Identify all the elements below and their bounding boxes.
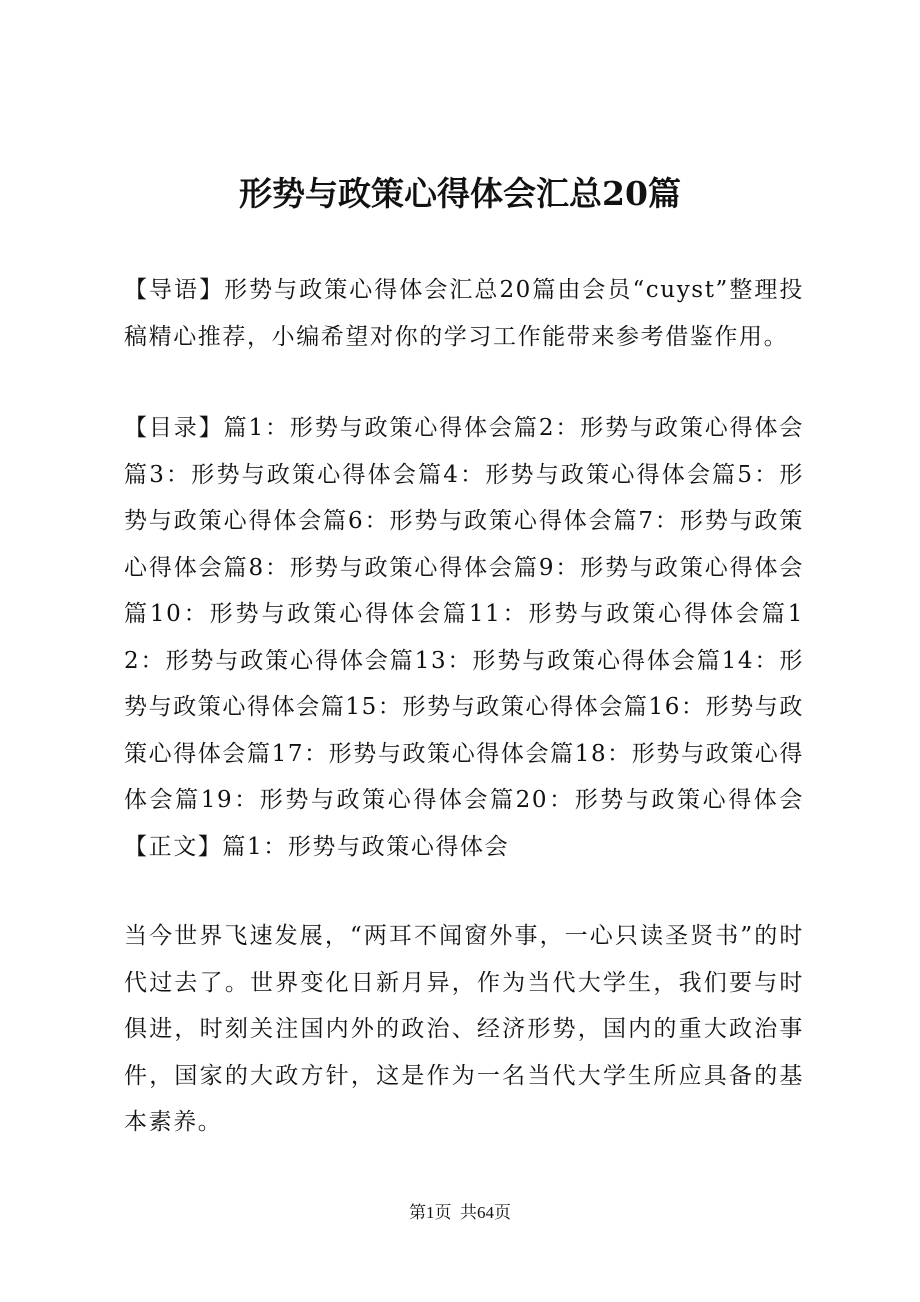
footer-spacer xyxy=(452,1203,461,1222)
intro-paragraph: 【导语】形势与政策心得体会汇总20篇由会员“cuyst”整理投稿精心推荐，小编希望对你的学习工作能带来参考借鉴作用。 xyxy=(124,277,804,350)
body-paragraph: 当今世界飞速发展，“两耳不闻窗外事，一心只读圣贤书”的时代过去了。世界变化日新月异，作为当代大学生，我们要与时俱进，时刻关注国内外的政治、经济形势，国内的重大政治事件，国家的大政方针，这是作为一名当代大学生所应具备的基本素养。 xyxy=(124,923,804,1135)
document-title: 形势与政策心得体会汇总20篇 xyxy=(239,174,681,213)
table-of-contents-paragraph: 【目录】篇1：形势与政策心得体会篇2：形势与政策心得体会篇3：形势与政策心得体会篇4：形势与政策心得体会篇5：形势与政策心得体会篇6：形势与政策心得体会篇7：形势与政策心得体会篇8：形势与政策心得体会篇9：形势与政策心得体会篇10：形势与政策心得体会篇11：形势与政策心得体会篇12：形势与政策心得体会篇13：形势与政策心得体会篇14：形势与政策心得体会篇15：形势与政策心得体会篇16：形势与政策心得体会篇17：形势与政策心得体会篇18：形势与政策心得体会篇19：形势与政策心得体会篇20：形势与政策心得体会【正文】篇1：形势与政策心得体会 xyxy=(124,415,804,860)
page-footer xyxy=(0,1200,920,1226)
page-number: 第1页 xyxy=(409,1203,452,1222)
page-total: 共64页 xyxy=(460,1203,511,1222)
